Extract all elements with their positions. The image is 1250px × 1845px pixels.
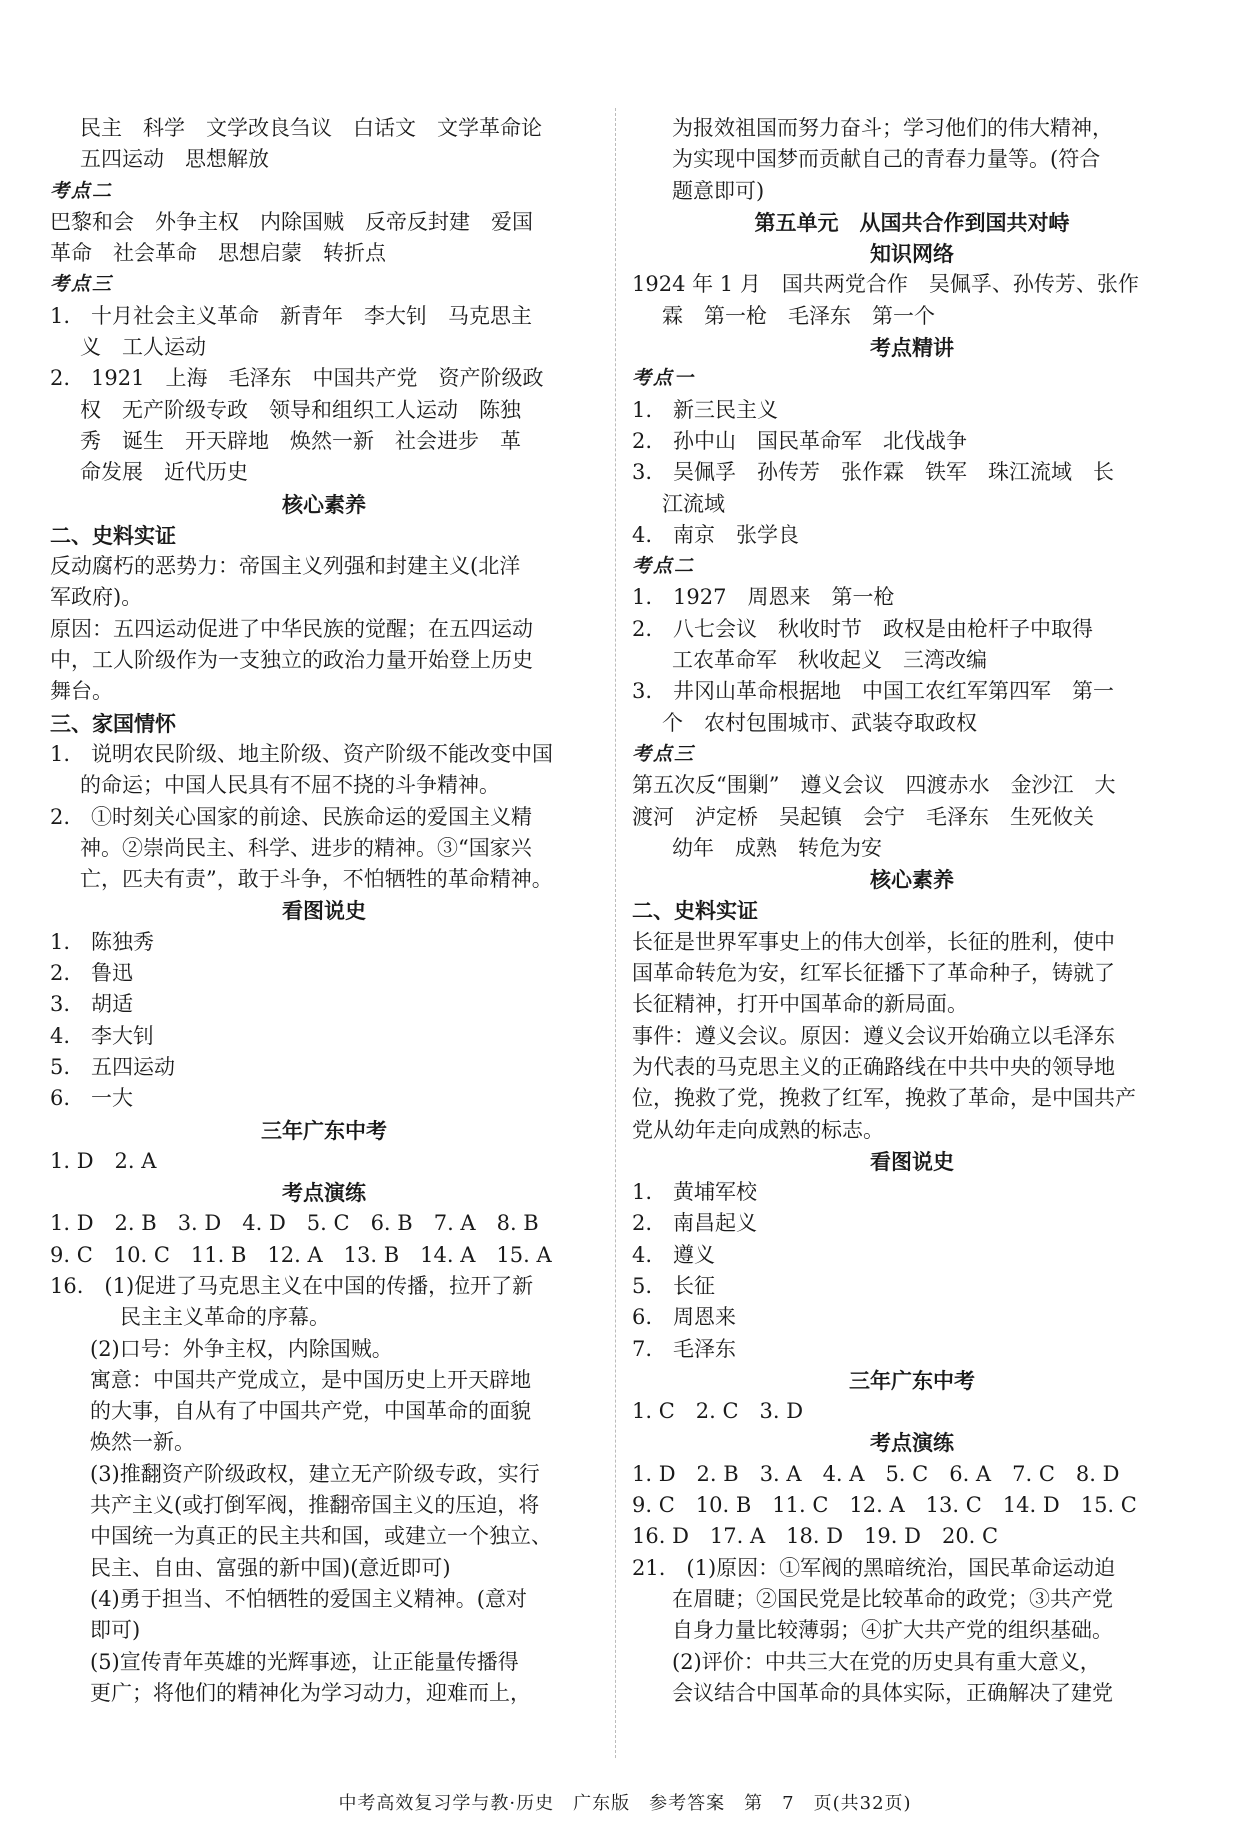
text-line: 舞台。 — [50, 679, 113, 704]
text-line: (3)推翻资产阶级政权，建立无产阶级专政，实行 — [90, 1461, 540, 1486]
section-heading: 核心素养 — [282, 491, 366, 517]
text-line: 个 农村包围城市、武装夺取政权 — [662, 710, 977, 735]
text-line: 会议结合中国革命的具体实际，正确解决了建党 — [672, 1680, 1113, 1705]
text-line: 神。②崇尚民主、科学、进步的精神。③“国家兴 — [80, 835, 532, 860]
subsection-heading: 二、史料实证 — [50, 522, 176, 548]
text-line: 1. 1927 周恩来 第一枪 — [632, 585, 895, 610]
text-line: 2. 孙中山 国民革命军 北伐战争 — [632, 428, 968, 453]
text-line: 军政府)。 — [50, 585, 143, 610]
text-line: 2. 1921 上海 毛泽东 中国共产党 资产阶级政 — [50, 366, 544, 391]
text-line: 16. (1)促进了马克思主义在中国的传播，拉开了新 — [50, 1273, 534, 1298]
subsection-heading: 三、家国情怀 — [50, 710, 176, 736]
text-line: 民主、自由、富强的新中国)(意近即可) — [90, 1555, 451, 1580]
text-line: 1. 黄埔军校 — [632, 1180, 758, 1205]
text-line: 1. D 2. B 3. D 4. D 5. C 6. B 7. A 8. B — [50, 1211, 539, 1236]
text-line: 7. 毛泽东 — [632, 1336, 737, 1361]
text-line: 即可) — [90, 1618, 141, 1643]
text-line: 幼年 成熟 转危为安 — [672, 835, 882, 860]
text-line: 的大事，自从有了中国共产党，中国革命的面貌 — [90, 1399, 531, 1424]
text-line: 中，工人阶级作为一支独立的政治力量开始登上历史 — [50, 648, 533, 673]
section-heading: 知识网络 — [870, 241, 954, 267]
section-heading: 考点演练 — [870, 1430, 954, 1456]
text-line: 6. 一大 — [50, 1086, 134, 1111]
page-footer: 中考高效复习学与教·历史 广东版 参考答案 第 7 页(共32页) — [338, 1793, 912, 1814]
text-line: 9. C 10. B 11. C 12. A 13. C 14. D 15. C — [632, 1493, 1137, 1518]
section-heading: 看图说史 — [282, 898, 366, 924]
text-line: 4. 遵义 — [632, 1242, 716, 1267]
text-line: 亡，匹夫有责”，敢于斗争，不怕牺牲的革命精神。 — [80, 867, 553, 892]
text-line: 为实现中国梦而贡献自己的青春力量等。(符合 — [672, 147, 1101, 172]
text-line: 2. 鲁迅 — [50, 961, 134, 986]
text-line: 秀 诞生 开天辟地 焕然一新 社会进步 革 — [80, 428, 521, 453]
text-line: 巴黎和会 外争主权 内除国贼 反帝反封建 爱国 — [50, 209, 533, 234]
text-line: 4. 李大钊 — [50, 1023, 155, 1048]
text-line: 第五次反“围剿” 遵义会议 四渡赤水 金沙江 大 — [632, 773, 1116, 798]
section-heading: 考点精讲 — [870, 335, 954, 361]
text-line: 党从幼年走向成熟的标志。 — [632, 1117, 884, 1142]
text-line: 中国统一为真正的民主共和国，或建立一个独立、 — [90, 1524, 552, 1549]
text-line: 命发展 近代历史 — [80, 460, 248, 485]
text-line: 1. D 2. A — [50, 1148, 157, 1173]
text-line: 1. C 2. C 3. D — [632, 1399, 804, 1424]
text-line: 5. 五四运动 — [50, 1054, 176, 1079]
text-line: 江流域 — [662, 491, 725, 516]
text-line: 1. D 2. B 3. A 4. A 5. C 6. A 7. C 8. D — [632, 1461, 1120, 1486]
text-line: 原因：五四运动促进了中华民族的觉醒；在五四运动 — [50, 616, 533, 641]
text-line: 共产主义(或打倒军阀，推翻帝国主义的压迫，将 — [90, 1493, 540, 1518]
text-line: 工农革命军 秋收起义 三湾改编 — [672, 648, 987, 673]
text-line: 21. (1)原因：①军阀的黑暗统治，国民革命运动迫 — [632, 1555, 1116, 1580]
text-line: 1. 新三民主义 — [632, 397, 779, 422]
text-line: 为报效祖国而努力奋斗；学习他们的伟大精神， — [672, 116, 1113, 140]
text-line: (2)口号：外争主权，内除国贼。 — [90, 1336, 393, 1361]
text-line: 民主主义革命的序幕。 — [120, 1305, 330, 1330]
text-line: (2)评价：中共三大在党的历史具有重大意义， — [672, 1649, 1101, 1674]
left-column — [50, 113, 598, 1709]
text-line: (5)宣传青年英雄的光辉事迹，让正能量传播得 — [90, 1649, 519, 1674]
section-heading: 三年广东中考 — [261, 1117, 387, 1143]
column-divider — [615, 108, 616, 1758]
text-line: 1. 说明农民阶级、地主阶级、资产阶级不能改变中国 — [50, 741, 554, 766]
text-line: 16. D 17. A 18. D 19. D 20. C — [632, 1524, 999, 1549]
text-line: 事件：遵义会议。原因：遵义会议开始确立以毛泽东 — [632, 1023, 1115, 1048]
text-line: 国革命转危为安，红军长征播下了革命种子，铸就了 — [632, 961, 1115, 986]
text-line: 1924 年 1 月 国共两党合作 吴佩孚、孙传芳、张作 — [632, 272, 1139, 297]
kaodian-heading: 考点二 — [632, 555, 696, 578]
text-line: 义 工人运动 — [80, 335, 206, 360]
text-line: 6. 周恩来 — [632, 1305, 737, 1330]
text-line: 3. 胡适 — [50, 992, 134, 1017]
text-line: 长征是世界军事史上的伟大创举，长征的胜利，使中 — [632, 929, 1115, 954]
text-line: 为代表的马克思主义的正确路线在中共中央的领导地 — [632, 1054, 1115, 1079]
subsection-heading: 二、史料实证 — [632, 898, 758, 924]
text-line: 寓意：中国共产党成立，是中国历史上开天辟地 — [90, 1367, 531, 1392]
text-line: 2. ①时刻关心国家的前途、民族命运的爱国主义精 — [50, 804, 533, 829]
text-line: 的命运；中国人民具有不屈不挠的斗争精神。 — [80, 773, 500, 798]
text-line: 霖 第一枪 毛泽东 第一个 — [662, 303, 935, 328]
text-line: 更广；将他们的精神化为学习动力，迎难而上， — [90, 1680, 531, 1705]
text-line: 2. 南昌起义 — [632, 1211, 758, 1236]
kaodian-heading: 考点一 — [632, 367, 696, 390]
kaodian-heading: 考点二 — [50, 179, 114, 202]
text-line: 在眉睫；②国民党是比较革命的政党；③共产党 — [672, 1586, 1113, 1611]
text-line: 五四运动 思想解放 — [80, 147, 269, 172]
text-line: 权 无产阶级专政 领导和组织工人运动 陈独 — [80, 397, 521, 422]
text-line: 题意即可) — [672, 178, 765, 203]
text-line: 民主 科学 文学改良刍议 白话文 文学革命论 — [80, 116, 542, 140]
right-column — [632, 113, 1192, 1709]
text-line: 4. 南京 张学良 — [632, 522, 800, 547]
section-heading: 第五单元 从国共合作到国共对峙 — [754, 209, 1070, 235]
text-line: 长征精神，打开中国革命的新局面。 — [632, 992, 968, 1017]
text-line: (4)勇于担当、不怕牺牲的爱国主义精神。(意对 — [90, 1586, 527, 1611]
text-line: 1. 十月社会主义革命 新青年 李大钊 马克思主 — [50, 303, 533, 328]
section-heading: 核心素养 — [870, 867, 954, 893]
kaodian-heading: 考点三 — [632, 742, 696, 765]
text-line: 3. 吴佩孚 孙传芳 张作霖 铁军 珠江流域 长 — [632, 460, 1115, 485]
text-line: 2. 八七会议 秋收时节 政权是由枪杆子中取得 — [632, 616, 1094, 641]
section-heading: 考点演练 — [282, 1180, 366, 1206]
text-line: 位，挽救了党，挽救了红军，挽救了革命，是中国共产 — [632, 1086, 1136, 1111]
text-line: 渡河 泸定桥 吴起镇 会宁 毛泽东 生死攸关 — [632, 804, 1094, 829]
text-line: 3. 井冈山革命根据地 中国工农红军第四军 第一 — [632, 679, 1115, 704]
text-line: 焕然一新。 — [90, 1430, 195, 1455]
text-line: 革命 社会革命 思想启蒙 转折点 — [50, 241, 386, 266]
section-heading: 看图说史 — [870, 1148, 954, 1174]
text-line: 9. C 10. C 11. B 12. A 13. B 14. A 15. A — [50, 1242, 552, 1267]
text-line: 5. 长征 — [632, 1273, 716, 1298]
section-heading: 三年广东中考 — [849, 1367, 975, 1393]
kaodian-heading: 考点三 — [50, 273, 114, 296]
text-line: 自身力量比较薄弱；④扩大共产党的组织基础。 — [672, 1618, 1113, 1643]
text-line: 反动腐朽的恶势力：帝国主义列强和封建主义(北洋 — [50, 554, 521, 579]
text-line: 1. 陈独秀 — [50, 929, 155, 954]
